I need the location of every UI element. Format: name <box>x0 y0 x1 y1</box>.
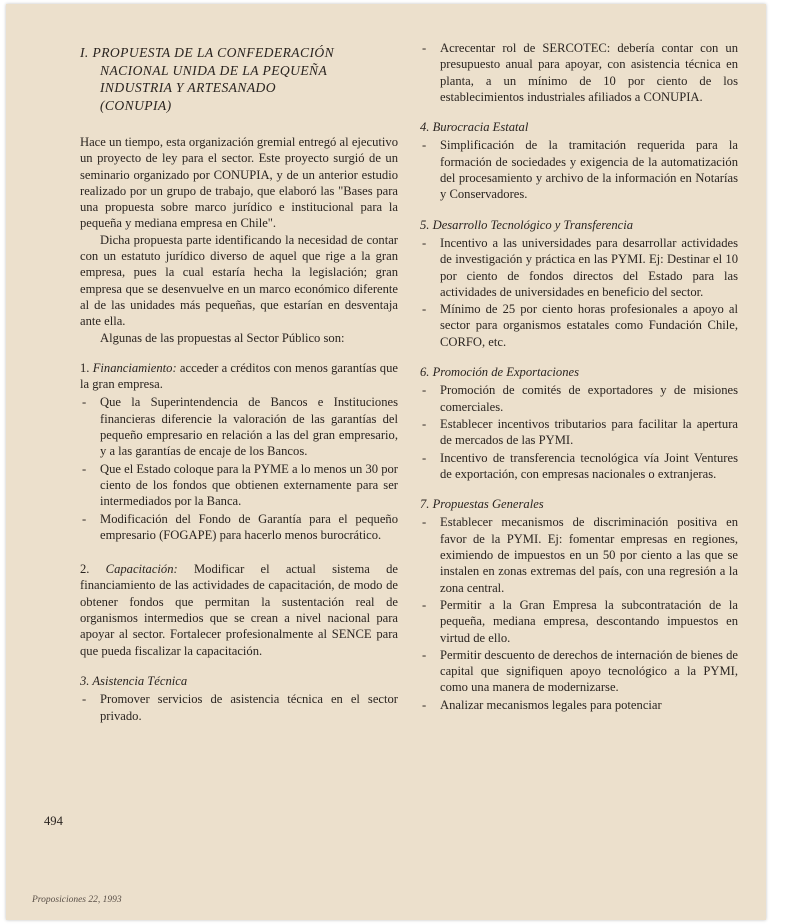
desarrollo-list <box>420 235 738 350</box>
subsection-number: 2. <box>80 562 90 577</box>
dash-marker: - <box>422 41 427 55</box>
item-text: Incentivo a las universidades para desarrollar actividades de investigación y práctica en las PYMI. Ej: Destinar el 10 por ciento de fondos directos del Estado para las actividades de universidades en beneficio del sector. <box>440 235 738 299</box>
item-text: Simplificación de la tramitación requerida para la formación de sociedades y exigencia de la automatización del procesamiento y archivo de la información en Notarías y Conservadores. <box>440 138 738 202</box>
list-item <box>80 511 398 544</box>
item-text: Acrecentar rol de SERCOTEC: debería contar con un presupuesto anual para apoyar, con asistencia técnica en planta, a un mínimo de 10 por ciento de los establecimientos industriales afiliados a CONUPIA. <box>440 41 738 104</box>
heading-line: INDUSTRIA Y ARTESANADO <box>100 80 276 95</box>
dash-marker: - <box>422 647 427 662</box>
item-text: Promoción de comités de exportadores y de misiones comerciales. <box>440 383 738 414</box>
item-text: Permitir descuento de derechos de internación de bienes de capital que signifiquen apoyo tecnológico a la PYMI, como una manera de modernizarse. <box>440 647 738 695</box>
item-text: Modificación del Fondo de Garantía para el pequeño empresario (FOGAPE) para hacerlo menos burocrático. <box>100 511 398 542</box>
list-item <box>80 691 398 724</box>
subsection-financiamiento <box>80 360 398 393</box>
subsection-label: Financiamiento: <box>92 360 177 375</box>
intro-paragraph: Algunas de las propuestas al Sector Público son: <box>100 330 345 345</box>
asistencia-list <box>80 691 398 724</box>
item-text: Que la Superintendencia de Bancos e Instituciones financieras diferencie la valoración de las garantías del pequeño empresario en relación a las del gran empresario, y a las garantías de encaje de los Bancos. <box>100 395 398 459</box>
item-text: Establecer mecanismos de discriminación positiva en favor de la PYMI. Ej: fomentar empresas en regiones, eximiendo de impuestos en un 50 por ciento a las que se instalen en zonas extremas del país, con una regresión a la zona central. <box>440 515 738 595</box>
dash-marker: - <box>82 395 87 410</box>
list-item <box>420 301 738 350</box>
list-item <box>420 514 738 595</box>
page-number: 494 <box>44 814 63 828</box>
financiamiento-list <box>80 394 398 543</box>
subsection-title: 5. Desarrollo Tecnológico y Transferencia <box>420 217 634 232</box>
dash-marker: - <box>422 697 427 712</box>
dash-marker: - <box>422 450 427 465</box>
left-column <box>80 40 398 725</box>
dash-marker: - <box>422 138 427 153</box>
dash-marker: - <box>82 511 87 526</box>
subsection-title: 7. Propuestas Generales <box>420 497 544 512</box>
list-item <box>420 697 738 713</box>
page-footer: Proposiciones 22, 1993 <box>32 895 122 905</box>
list-item <box>420 235 738 300</box>
scanned-page <box>6 4 766 920</box>
dash-marker: - <box>422 597 427 612</box>
dash-marker: - <box>422 302 427 317</box>
asistencia-list-continued <box>420 40 738 105</box>
list-item <box>420 40 738 105</box>
item-text: Analizar mecanismos legales para potenciar <box>440 697 662 712</box>
list-item <box>420 450 738 483</box>
section-heading <box>80 44 398 114</box>
list-item <box>80 394 398 459</box>
item-text: Permitir a la Gran Empresa la subcontratación de la pequeña, mediana empresa, descontando impuestos en virtud de ello. <box>440 597 738 645</box>
list-item <box>420 597 738 646</box>
right-column <box>420 40 738 714</box>
list-item <box>420 647 738 696</box>
burocracia-list <box>420 137 738 202</box>
item-text: Incentivo de transferencia tecnológica vía Joint Ventures de exportación, con empresas nacionales o extranjeras. <box>440 450 738 481</box>
dash-marker: - <box>82 461 87 476</box>
dash-marker: - <box>422 416 427 431</box>
intro-paragraph: Dicha propuesta parte identificando la necesidad de contar con un estatuto jurídico diverso de aquel que rige a la gran empresa, pues la cual estaría hecha la legislación; gran empresa que se desenvuelve en un marco económico diferente al de las unidades más pequeñas, que estarían en desventaja ante ella. <box>80 232 398 329</box>
subsection-label: Capacitación: <box>105 562 178 577</box>
subsection-title: 4. Burocracia Estatal <box>420 120 529 135</box>
dash-marker: - <box>422 515 427 530</box>
item-text: Establecer incentivos tributarios para facilitar la apertura de mercados de las PYMI. <box>440 416 738 448</box>
heading-line: (CONUPIA) <box>100 97 172 113</box>
item-text: Mínimo de 25 por ciento horas profesionales a apoyo al sector para organismos estatales como Fundación Chile, CORFO, etc. <box>440 302 738 349</box>
heading-line: NACIONAL UNIDA DE LA PEQUEÑA <box>100 62 328 78</box>
subsection-capacitacion <box>80 561 398 659</box>
dash-marker: - <box>82 692 87 707</box>
heading-line: I. PROPUESTA DE LA CONFEDERACIÓN <box>80 45 335 60</box>
item-text: Promover servicios de asistencia técnica en el sector privado. <box>100 692 398 723</box>
intro-paragraph: Hace un tiempo, esta organización gremial entregó al ejecutivo un proyecto de ley para el sector. Este proyecto surgió de un seminario organizado por CONUPIA, y de un anterior estudio realizado por un grupo de trabajo, que elaboró las "Bases para una propuesta sobre marco jurídico e institucional para la pequeña y mediana empresa en Chile". <box>80 135 398 231</box>
subsection-title: 3. Asistencia Técnica <box>80 673 188 688</box>
list-item <box>420 416 738 449</box>
list-item <box>420 382 738 415</box>
generales-list <box>420 514 738 713</box>
subsection-text: Modificar el actual sistema de financiamiento de las actividades de capacitación, de modo de obtener fondos que permitan la sustentación real de organismos intermedios que se crean a nivel nacional para apoyar al sector. Fortalecer profesionalmente al SENCE para que pueda fiscalizar la capacitación. <box>80 562 398 658</box>
subsection-number: 1. <box>80 360 90 375</box>
subsection-text: acceder a créditos con menos garantías que la gran empresa. <box>80 360 398 392</box>
exportaciones-list <box>420 382 738 482</box>
dash-marker: - <box>422 383 427 398</box>
list-item <box>80 461 398 510</box>
dash-marker: - <box>422 235 427 250</box>
list-item <box>420 137 738 202</box>
subsection-title: 6. Promoción de Exportaciones <box>420 365 580 380</box>
item-text: Que el Estado coloque para la PYME a lo menos un 30 por ciento de los fondos que obtienen externamente para ser intermediados por la Banca. <box>100 461 398 509</box>
